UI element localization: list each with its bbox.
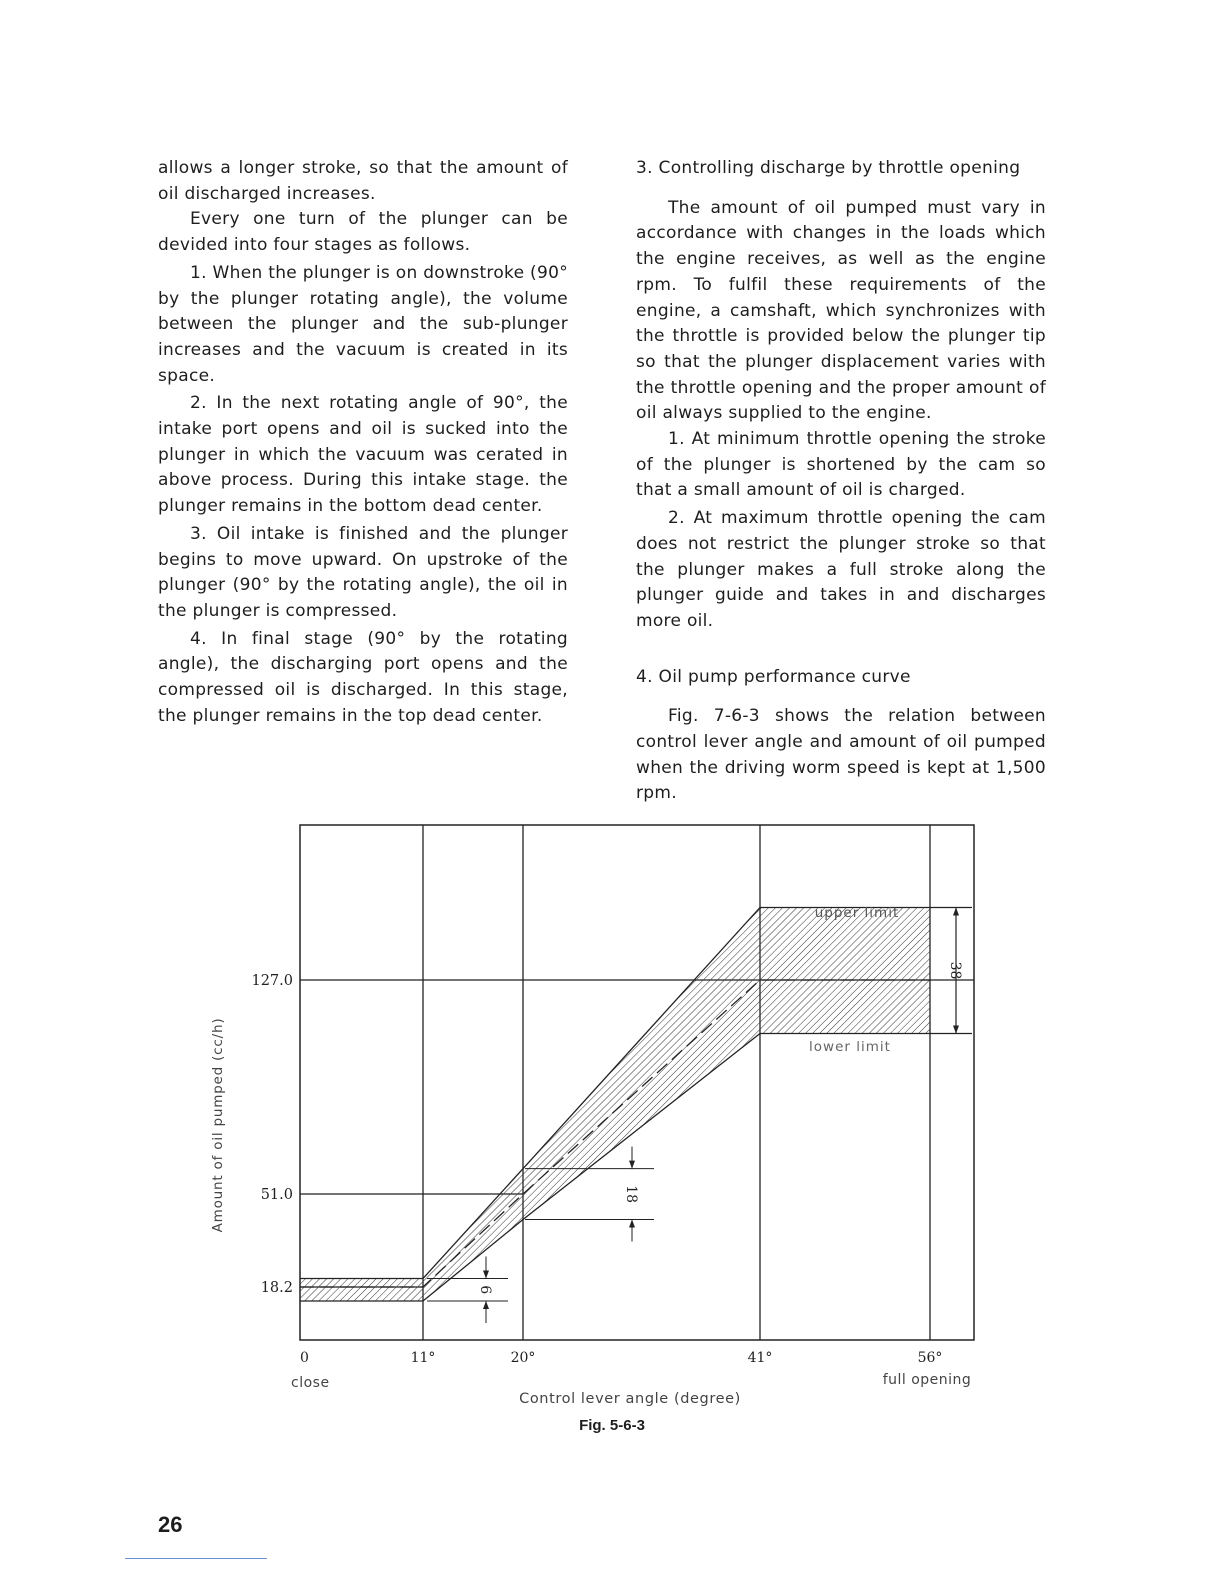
paragraph: 2. At maximum throttle opening the cam does not restrict the plunger stroke so that the plunger makes a full stroke along the plunger guide and takes in and discharges more oil. [636, 508, 1046, 631]
paragraph: 3. Oil intake is finished and the plunger begins to move upward. On upstroke of the plunger (90° by the rotating angle), the oil in the plunger is compressed. [158, 523, 568, 621]
paragraph: The amount of oil pumped must vary in accordance with changes in the loads which the engine receives, as well as the engine rpm. To fulfil these requirements of the engine, a camshaft, which synchronizes with the throttle is provided below the plunger tip so that the plunger displacement varies with the throttle opening and the proper amount of oil always supplied to the engine. [636, 197, 1046, 424]
paragraph: 4. In final stage (90° by the rotating angle), the discharging port opens and the compressed oil is discharged. In this stage, the plunger remains in the top dead center. [158, 628, 568, 726]
paragraph: Fig. 7-6-3 shows the relation between control lever angle and amount of oil pumped when the driving worm speed is kept at 1,500 rpm. [636, 706, 1046, 804]
tolerance-label: 38 [947, 961, 963, 980]
x-tick-label: 11° [410, 1350, 436, 1366]
section-heading: 3. Controlling discharge by throttle opening [636, 158, 1021, 178]
lower-limit-label: lower limit [809, 1039, 891, 1055]
tolerance-band [300, 908, 930, 1302]
y-tick-label: 51.0 [260, 1187, 293, 1203]
section-heading: 4. Oil pump performance curve [636, 666, 911, 687]
x-tick-label: 56° [917, 1350, 943, 1366]
arrow-icon [483, 1270, 489, 1278]
footer-rule [125, 1558, 267, 1559]
x-axis-label: Control lever angle (degree) [519, 1391, 741, 1407]
arrow-icon [953, 908, 959, 916]
figure-caption: Fig. 5-6-3 [579, 1417, 645, 1434]
tolerance-label: 18 [623, 1185, 639, 1204]
tolerance-label: 6 [477, 1285, 493, 1295]
arrow-icon [953, 1026, 959, 1034]
x-tick-note: close [291, 1375, 330, 1391]
x-tick-label: 0 [300, 1350, 309, 1366]
upper-limit-label: upper limit [814, 905, 900, 921]
arrow-icon [629, 1161, 635, 1169]
x-tick-label: 20° [510, 1350, 536, 1366]
x-tick-label: 41° [747, 1350, 773, 1366]
y-tick-label: 18.2 [260, 1280, 293, 1296]
paragraph: 1. When the plunger is on downstroke (90° by the plunger rotating angle), the volume between the plunger and the sub-plunger increases and the vacuum is created in its space. [158, 262, 568, 386]
y-axis-label: Amount of oil pumped (cc/h) [210, 1017, 226, 1233]
arrow-icon [483, 1301, 489, 1309]
x-tick-note: full opening [882, 1372, 972, 1388]
paragraph: 1. At minimum throttle opening the stroke of the plunger is shortened by the cam so that a small amount of oil is charged. [636, 429, 1046, 501]
paragraph: 2. In the next rotating angle of 90°, the intake port opens and oil is sucked into the plunger in which the vacuum was cerated in above process. During this intake stage. the plunger remains in the bottom dead center. [158, 393, 568, 517]
y-tick-label: 127.0 [251, 973, 293, 989]
paragraph: Every one turn of the plunger can be devided into four stages as follows. [158, 209, 568, 256]
paragraph: allows a longer stroke, so that the amount of oil discharged increases. [158, 158, 568, 204]
page-number: 26 [158, 1512, 183, 1537]
arrow-icon [629, 1220, 635, 1228]
